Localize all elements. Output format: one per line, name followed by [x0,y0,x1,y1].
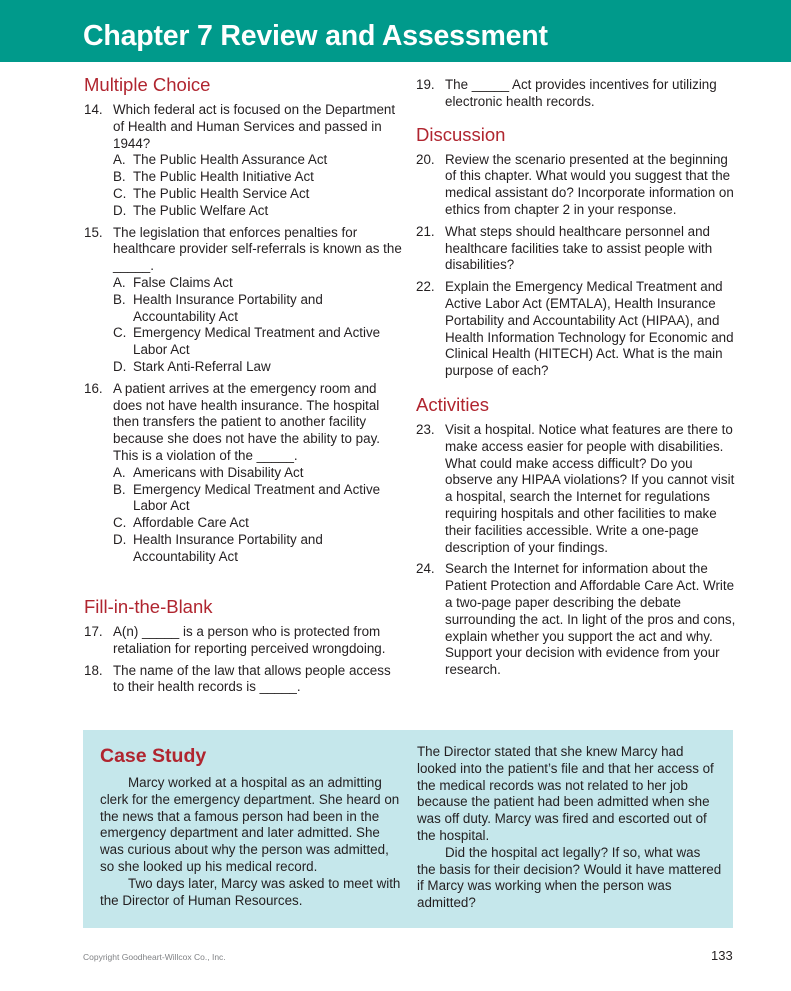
question-17 [84,624,404,658]
section-heading-multiple-choice: Multiple Choice [84,74,211,95]
question-18 [84,663,404,697]
question-number: 22. [416,279,435,295]
option-letter: B. [113,291,126,307]
option-text: Affordable Care Act [133,515,249,531]
option-letter: D. [113,358,127,374]
option-letter: C. [113,185,127,201]
question-22 [416,279,741,380]
case-study-paragraph: The Director stated that she knew Marcy had looked into the patient’s file and that her access of the medical records was not related to her job because the patient had been admitted when she was off duty. Marcy was fired and escorted out of the hospital. [417,744,714,843]
option-letter: A. [113,464,126,480]
case-study-box [83,730,733,928]
answer-option [113,465,404,482]
option-text: The Public Health Service Act [133,185,310,201]
question-text: A(n) _____ is a person who is protected from retaliation for reporting perceived wrongdoing. [113,624,386,656]
question-text: The legislation that enforces penalties for healthcare provider self-referrals is known as the _____. [113,224,402,274]
question-21 [416,224,741,274]
option-text: Stark Anti-Referral Law [133,358,271,374]
copyright-notice: Copyright Goodheart-Willcox Co., Inc. [83,952,226,962]
case-study-left-text [100,775,405,909]
question-15 [84,225,404,376]
case-study-paragraph: Did the hospital act legally? If so, what was the basis for their decision? Would it have mattered if Marcy was working when the person was admitted? [417,844,722,911]
question-number: 17. [84,624,103,639]
option-text: The Public Health Assurance Act [133,152,328,168]
option-text: Americans with Disability Act [133,464,304,480]
question-19 [416,77,741,111]
question-number: 20. [416,151,435,167]
question-text: The _____ Act provides incentives for utilizing electronic health records. [445,77,717,109]
option-text: Health Insurance Portability and Accountability Act [133,531,323,564]
chapter-header-band [0,0,791,62]
option-text: Health Insurance Portability and Accountability Act [133,291,323,324]
page-title: Chapter 7 Review and Assessment [83,20,548,52]
option-letter: C. [113,515,127,531]
case-study-title: Case Study [100,745,207,767]
option-letter: C. [113,325,127,341]
fill-in-the-blank-section [84,596,404,696]
answer-option [113,325,404,359]
option-letter: B. [113,169,126,185]
question-text: Search the Internet for information about the Patient Protection and Affordable Care Act. Write a two-page paper describing the debate surrounding the act. In light of the pros and cons, explain whether you support the act and why. Support your decision with evidence from your research. [445,561,736,678]
case-study-paragraph: Marcy worked at a hospital as an admitting clerk for the emergency department. She heard on the news that a famous person had been in the emergency department and later admitted. She was curious about why the person was admitted, so she looked up his medical record. [100,775,400,874]
question-24 [416,561,741,679]
question-text: The name of the law that allows people access to their health records is _____. [113,662,391,695]
question-text: A patient arrives at the emergency room and does not have health insurance. The hospital then transfers the patient to another facility because she does not have the ability to pay. This is a violation of the _____. [113,380,381,463]
option-text: The Public Health Initiative Act [133,169,314,185]
question-number: 18. [84,662,103,678]
option-letter: A. [113,152,126,168]
question-number: 15. [84,224,103,240]
case-study-paragraph: Two days later, Marcy was asked to meet with the Director of Human Resources. [100,875,401,908]
option-letter: B. [113,481,126,497]
answer-option [113,152,404,169]
answer-option [113,359,404,376]
answer-option [113,532,404,566]
answer-option [113,186,404,203]
answer-option [113,203,404,220]
question-number: 23. [416,421,435,437]
option-text: Emergency Medical Treatment and Active Labor Act [133,325,381,358]
answer-option [113,275,404,292]
option-text: The Public Welfare Act [133,202,269,218]
question-20 [416,152,741,219]
option-letter: D. [113,202,127,218]
question-text: Which federal act is focused on the Department of Health and Human Services and passed in 1944? [113,102,396,151]
question-16 [84,381,404,566]
page-number: 133 [711,948,733,963]
question-number: 24. [416,561,435,577]
section-heading-activities: Activities [416,393,489,415]
answer-option [113,169,404,186]
answer-option [113,515,404,532]
question-23 [416,422,741,556]
section-heading-fill-in-the-blank: Fill-in-the-Blank [84,596,213,617]
option-letter: D. [113,531,127,547]
question-number: 14. [84,102,103,117]
case-study-right-text [417,744,722,912]
question-text: Explain the Emergency Medical Treatment and Active Labor Act (EMTALA), Health Insurance Portability and Accountability Act (HIPAA), and Health Information Technology for Economic and Clinical Health (HITECH) Act. What is the main purpose of each? [445,279,734,379]
option-text: False Claims Act [133,274,233,290]
question-text: What steps should healthcare personnel and healthcare facilities take to assist people with disabilities? [445,223,713,273]
left-column [84,74,404,566]
question-number: 21. [416,223,435,239]
option-letter: A. [113,274,126,290]
section-heading-discussion: Discussion [416,123,506,145]
answer-option [113,482,404,516]
answer-option [113,292,404,326]
question-number: 16. [84,380,103,396]
question-14 [84,102,404,220]
question-number: 19. [416,77,435,92]
question-text: Visit a hospital. Notice what features are there to make access easier for people with disabilities. What could make access difficult? Do you observe any HIPAA violations? If you cannot visit a hospital, search the Internet for regulations requiring hospitals and other facilities to make their facilities accessible. Write a one-page description of your findings. [445,421,735,555]
right-column [416,74,741,679]
option-text: Emergency Medical Treatment and Active Labor Act [133,481,381,514]
question-text: Review the scenario presented at the beginning of this chapter. What would you suggest that the medical assistant do? Incorporate information on ethics from chapter 2 in your response. [445,151,734,217]
